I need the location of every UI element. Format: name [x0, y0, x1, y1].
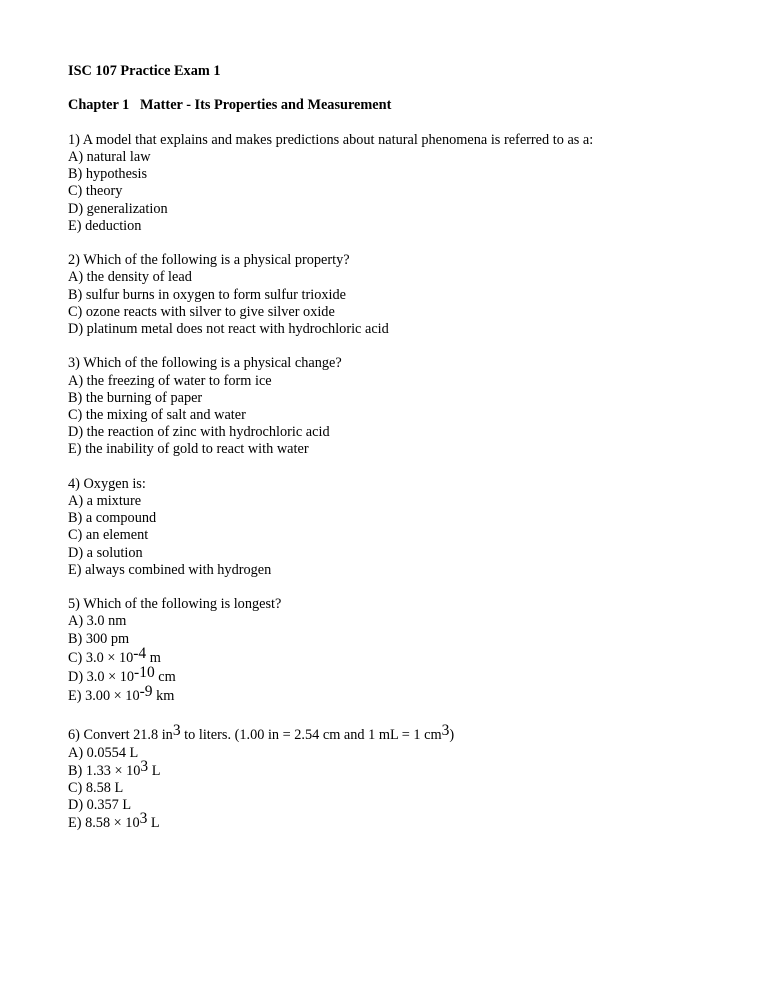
chapter-title: Matter - Its Properties and Measurement [140, 97, 392, 114]
option-c: C) 3.0 × 10-4 m [68, 644, 161, 666]
option-e: E) deduction [68, 217, 142, 234]
option-d: D) the reaction of zinc with hydrochloric acid [68, 424, 330, 441]
option-a: A) 3.0 nm [68, 613, 127, 630]
question-5 [68, 596, 748, 705]
option-d: D) platinum metal does not react with hydrochloric acid [68, 321, 389, 337]
option-a: A) 0.0554 L [68, 744, 139, 761]
option-d: D) a solution [68, 544, 143, 561]
question-2 [68, 252, 748, 338]
option-e: E) the inability of gold to react with water [68, 441, 309, 458]
question-stem: 1) A model that explains and makes predictions about natural phenomena is referred to as a: [68, 131, 594, 148]
option-d: D) 0.357 L [68, 797, 132, 814]
option-a: A) natural law [68, 148, 151, 165]
question-stem: 4) Oxygen is: [68, 475, 146, 492]
question-4 [68, 476, 748, 579]
option-d: D) generalization [68, 200, 168, 217]
question-6 [68, 722, 748, 832]
question-stem: 2) Which of the following is a physical property? [68, 252, 350, 269]
chapter-label: Chapter 1 [68, 97, 130, 114]
option-c: C) 8.58 L [68, 780, 124, 797]
option-b: B) 300 pm [68, 630, 130, 647]
option-b: B) 1.33 × 103 L [68, 757, 161, 779]
option-b: B) sulfur burns in oxygen to form sulfur trioxide [68, 286, 346, 303]
option-e: E) 3.00 × 10-9 km [68, 683, 175, 705]
question-3 [68, 355, 748, 458]
question-1 [68, 132, 748, 235]
option-a: A) the freezing of water to form ice [68, 372, 272, 389]
option-a: A) the density of lead [68, 269, 192, 286]
option-b: B) hypothesis [68, 166, 148, 183]
exam-page [68, 63, 748, 833]
option-e: E) 8.58 × 103 L [68, 810, 160, 832]
chapter-heading [68, 97, 748, 114]
question-stem: 5) Which of the following is longest? [68, 596, 282, 613]
option-e: E) always combined with hydrogen [68, 561, 272, 578]
option-c: C) ozone reacts with silver to give silver oxide [68, 303, 335, 320]
option-a: A) a mixture [68, 493, 142, 509]
option-b: B) the burning of paper [68, 389, 203, 406]
option-b: B) a compound [68, 510, 157, 527]
option-c: C) the mixing of salt and water [68, 407, 246, 423]
exam-title: ISC 107 Practice Exam 1 [68, 63, 221, 79]
question-stem: 6) Convert 21.8 in3 to liters. (1.00 in = 2.54 cm and 1 mL = 1 cm3) [68, 722, 455, 744]
question-stem: 3) Which of the following is a physical change? [68, 355, 342, 372]
option-c: C) an element [68, 527, 149, 544]
option-c: C) theory [68, 183, 123, 200]
option-d: D) 3.0 × 10-10 cm [68, 664, 176, 686]
